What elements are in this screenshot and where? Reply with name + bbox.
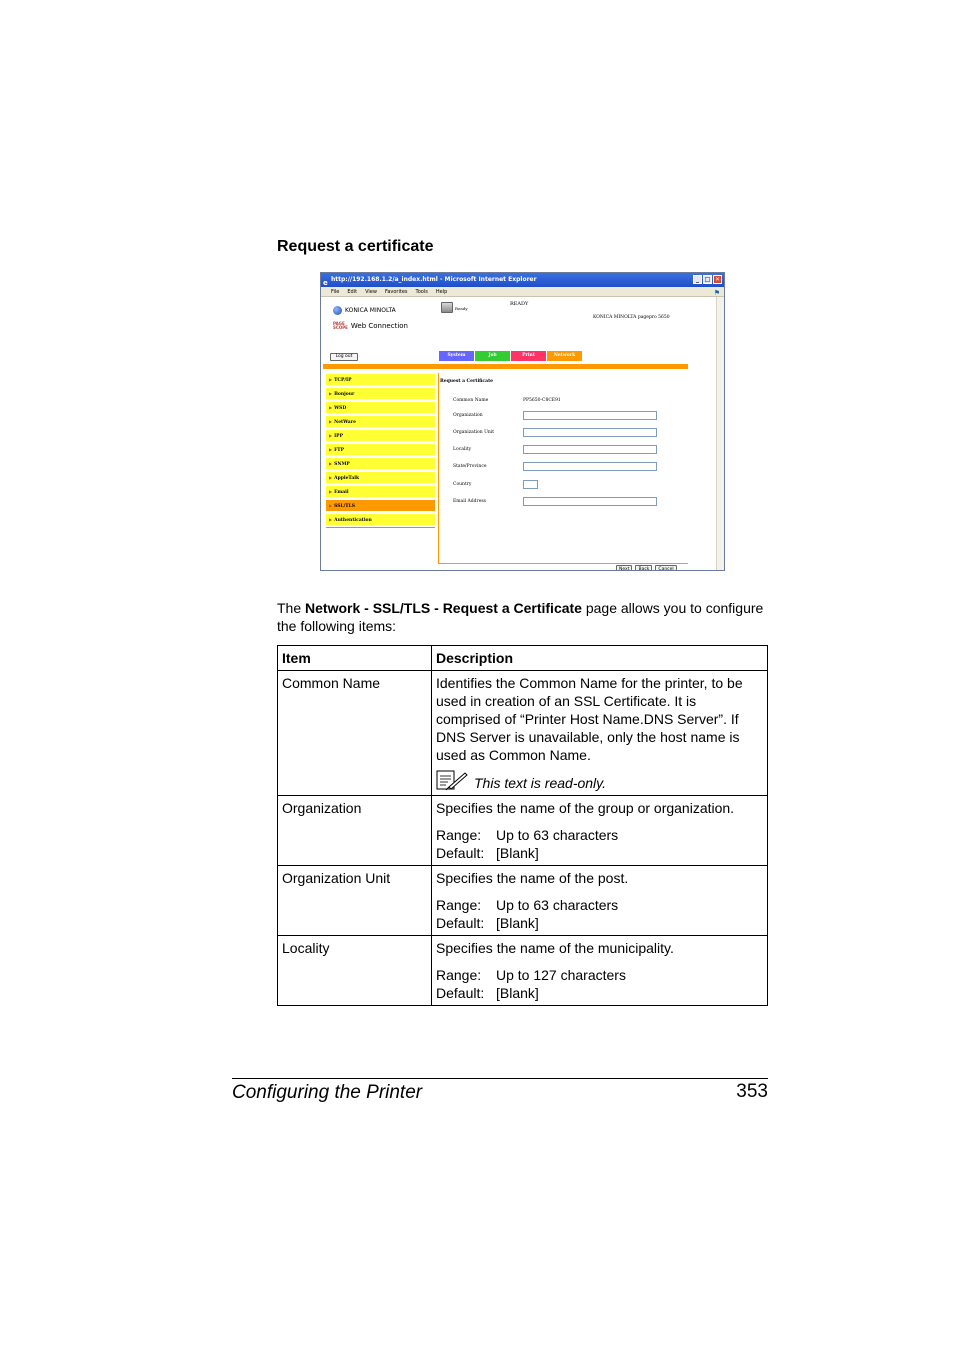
status-text: READY (510, 301, 529, 307)
table-row (278, 866, 768, 936)
default-line: Default: [Blank] (436, 845, 539, 861)
next-button[interactable]: Next (616, 565, 632, 571)
content-divider (438, 373, 439, 564)
sidebar-item-appletalk[interactable]: ▶ AppleTalk (326, 472, 435, 483)
description-text: Specifies the name of the group or organization. (436, 800, 735, 816)
window-controls (693, 275, 722, 284)
browser-menubar (321, 287, 724, 297)
column-header-description: Description (432, 646, 768, 671)
table-header-row (278, 646, 768, 671)
tab-system[interactable]: System (439, 351, 474, 361)
intro-bold: Network - SSL/TLS - Request a Certificate (305, 600, 582, 616)
organization-unit-input[interactable] (523, 428, 657, 437)
sidebar-item-wsd[interactable]: ▶ WSD (326, 402, 435, 413)
browser-screenshot (320, 272, 725, 571)
note-text: This text is read-only. (474, 775, 607, 791)
web-connection-label: Web Connection (350, 322, 408, 330)
menu-file[interactable]: File (331, 289, 340, 295)
sidebar-item-ssl-tls[interactable]: ▶ SSL/TLS (326, 500, 435, 511)
header-divider (323, 364, 688, 369)
organization-label: Organization (453, 413, 483, 418)
description-text: Specifies the name of the post. (436, 870, 629, 886)
default-line: Default: [Blank] (436, 985, 539, 1001)
arrow-icon: ▶ (329, 391, 333, 396)
note (436, 768, 762, 792)
footer-chapter-title: Configuring the Printer (232, 1082, 423, 1103)
form-title: Request a Certificate (440, 379, 494, 384)
menu-view[interactable]: View (365, 289, 377, 295)
globe-icon (333, 306, 342, 315)
internet-explorer-icon: e (323, 279, 328, 287)
description-text: Specifies the name of the municipality. (436, 940, 674, 956)
minimize-icon[interactable]: _ (693, 275, 702, 284)
arrow-icon: ▶ (329, 419, 333, 424)
sidebar-item-authentication[interactable]: ▶ Authentication (326, 514, 435, 525)
page-number: 353 (736, 1081, 768, 1102)
tab-network[interactable]: Network (547, 351, 582, 361)
pagescope-logo: PAGE SCOPE (333, 321, 348, 330)
browser-title: http://192.168.1.2/a_index.html - Microsoft Internet Explorer (331, 276, 537, 283)
section-title: Request a certificate (277, 238, 434, 255)
brand-logo (333, 306, 396, 315)
description-text: Identifies the Common Name for the printer, to be used in creation of an SSL Certificate. It is comprised of “Printer Host Name.DNS Server”. If DNS Server is unavailable, only the host name is used as Common Name. (436, 675, 743, 763)
sidebar-item-ipp[interactable]: ▶ IPP (326, 430, 435, 441)
sidebar-item-ftp[interactable]: ▶ FTP (326, 444, 435, 455)
email-label: Email Address (453, 499, 486, 504)
table-row (278, 671, 768, 796)
sidebar-item-tcpip[interactable]: ▶ TCP/IP (326, 374, 435, 385)
brand-name: KONICA MINOLTA (345, 307, 396, 314)
arrow-icon: ▶ (329, 377, 333, 382)
arrow-icon: ▶ (329, 517, 333, 522)
arrow-icon: ▶ (329, 433, 333, 438)
windows-flag-icon: ⚑ (713, 289, 720, 297)
maximize-icon[interactable]: □ (704, 276, 711, 283)
organization-input[interactable] (523, 411, 657, 420)
description-table (277, 645, 768, 1006)
email-input[interactable] (523, 497, 657, 506)
arrow-icon: ▶ (329, 489, 333, 494)
locality-input[interactable] (523, 445, 657, 454)
menu-edit[interactable]: Edit (347, 289, 358, 295)
browser-titlebar (321, 273, 724, 287)
range-line: Range: Up to 63 characters (436, 897, 619, 913)
footer-rule (232, 1078, 768, 1079)
printer-status-label: Ready (455, 306, 468, 311)
table-cell-description (432, 866, 768, 936)
sidebar-item-bonjour[interactable]: ▶ Bonjour (326, 388, 435, 399)
state-input[interactable] (523, 462, 657, 471)
model-name: KONICA MINOLTA pagepro 5650 (593, 315, 670, 320)
locality-label: Locality (453, 447, 472, 452)
sidebar-divider (326, 527, 435, 528)
state-label: State/Province (453, 464, 487, 469)
table-cell-item: Organization (278, 796, 432, 866)
country-input[interactable] (523, 480, 538, 489)
table-cell-item: Organization Unit (278, 866, 432, 936)
country-label: Country (453, 482, 472, 487)
menu-tools[interactable]: Tools (415, 289, 428, 295)
table-cell-description (432, 936, 768, 1006)
range-line: Range: Up to 127 characters (436, 967, 626, 983)
arrow-icon: ▶ (329, 447, 333, 452)
tab-bar (439, 351, 582, 361)
range-line: Range: Up to 63 characters (436, 827, 619, 843)
printer-icon (441, 302, 453, 313)
web-connection-logo (333, 322, 408, 330)
tab-job[interactable]: Job (475, 351, 510, 361)
note-pencil-icon (436, 768, 468, 792)
table-cell-description (432, 796, 768, 866)
common-name-value: PP5650-C8CE91 (523, 398, 561, 403)
cancel-button[interactable]: Cancel (655, 565, 676, 571)
default-line: Default: [Blank] (436, 915, 539, 931)
column-header-item: Item (278, 646, 432, 671)
table-cell-item: Locality (278, 936, 432, 1006)
close-icon[interactable]: ✕ (714, 276, 721, 283)
sidebar-item-snmp[interactable]: ▶ SNMP (326, 458, 435, 469)
tab-print[interactable]: Print (511, 351, 546, 361)
sidebar-item-netware[interactable]: ▶ NetWare (326, 416, 435, 427)
arrow-icon: ▶ (329, 461, 333, 466)
content-bottom-divider (439, 563, 688, 564)
table-cell-item: Common Name (278, 671, 432, 796)
organization-unit-label: Organization Unit (453, 430, 495, 435)
sidebar-item-email[interactable]: ▶ Email (326, 486, 435, 497)
sidebar (326, 374, 435, 528)
menu-favorites[interactable]: Favorites (384, 289, 408, 295)
table-row (278, 936, 768, 1006)
intro-paragraph: The Network - SSL/TLS - Request a Certificate page allows you to configure the following items: (277, 600, 764, 634)
arrow-icon: ▶ (329, 503, 333, 508)
common-name-label: Common Name (453, 398, 489, 403)
table-row (278, 796, 768, 866)
browser-page (321, 297, 724, 570)
form-buttons (616, 565, 677, 571)
table-cell-description (432, 671, 768, 796)
back-button[interactable]: Back (635, 565, 652, 571)
arrow-icon: ▶ (329, 475, 333, 480)
menu-help[interactable]: Help (435, 289, 448, 295)
arrow-icon: ▶ (329, 405, 333, 410)
browser-scrollbar[interactable] (716, 297, 724, 570)
logout-button[interactable]: Log out (330, 353, 358, 361)
